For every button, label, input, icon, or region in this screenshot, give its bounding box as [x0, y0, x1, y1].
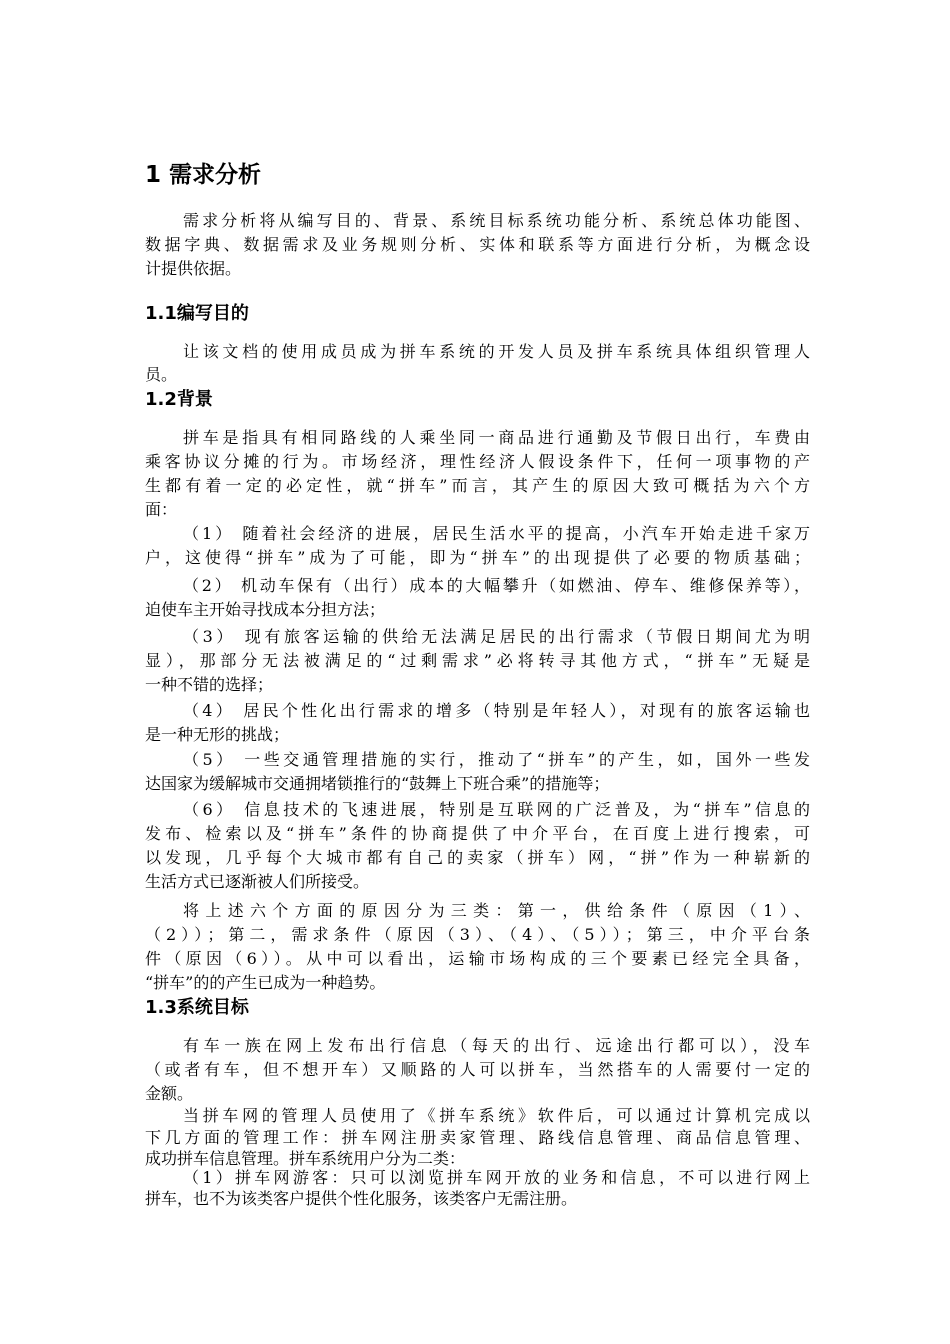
subsection-heading: 1.1编写目的 [145, 303, 249, 324]
list-item-line: 一种不错的选择； [145, 675, 274, 694]
text-line: 拼车，也不为该类客户提供个性化服务，该类客户无需注册。 [145, 1189, 578, 1208]
text-line: （1）拼车网游客：只可以浏览拼车网开放的业务和信息，不可以进行网上 [183, 1168, 810, 1187]
text-line: 让该文档的使用成员成为拼车系统的开发人员及拼车系统具体组织管理人 [183, 342, 810, 361]
list-item-line: （3） 现有旅客运输的供给无法满足居民的出行需求（节假日期间尤为明 [183, 627, 810, 646]
list-item-line: （4） 居民个性化出行需求的增多（特别是年轻人），对现有的旅客运输也 [183, 701, 810, 720]
text-line: 有车一族在网上发布出行信息（每天的出行、远途出行都可以），没车 [183, 1036, 810, 1055]
section-heading: 1 需求分析 [145, 162, 262, 188]
text-line: 计提供依据。 [145, 259, 242, 278]
list-item-line: 生活方式已逐渐被人们所接受。 [145, 872, 370, 891]
text-line: 将上述六个方面的原因分为三类：第一，供给条件（原因（1）、 [183, 901, 810, 920]
list-item-line: 达国家为缓解城市交通拥堵锁推行的“鼓舞上下班合乘”的措施等； [145, 774, 610, 793]
text-line: 金额。 [145, 1084, 194, 1103]
list-item-line: 发布、检索以及“拼车”条件的协商提供了中介平台，在百度上进行搜索，可 [145, 824, 810, 843]
list-item-line: 是一种无形的挑战； [145, 725, 290, 744]
text-line: 成功拼车信息管理。拼车系统用户分为二类： [145, 1149, 466, 1168]
list-item-line: 以发现，几乎每个大城市都有自己的卖家（拼车）网，“拼”作为一种崭新的 [145, 848, 810, 867]
list-item-line: （1） 随着社会经济的进展，居民生活水平的提高，小汽车开始走进千家万 [183, 524, 810, 543]
text-line: 面： [145, 500, 178, 519]
list-item-line: 户，这使得“拼车”成为了可能，即为“拼车”的出现提供了必要的物质基础； [145, 548, 810, 567]
text-line: 数据字典、数据需求及业务规则分析、实体和联系等方面进行分析，为概念设 [145, 235, 810, 254]
text-line: 件（原因（6））。从中可以看出，运输市场构成的三个要素已经完全具备， [145, 949, 810, 968]
text-line: 乘客协议分摊的行为。市场经济，理性经济人假设条件下，任何一项事物的产 [145, 452, 810, 471]
text-line: （2））；第二，需求条件（原因（3）、（4）、（5））；第三，中介平台条 [145, 925, 810, 944]
text-line: 员。 [145, 365, 178, 384]
text-line: （或者有车，但不想开车）又顺路的人可以拼车，当然搭车的人需要付一定的 [145, 1060, 810, 1079]
text-line: 需求分析将从编写目的、背景、系统目标系统功能分析、系统总体功能图、 [183, 211, 810, 230]
subsection-heading: 1.2背景 [145, 389, 213, 410]
text-line: 当拼车网的管理人员使用了《拼车系统》软件后，可以通过计算机完成以 [183, 1106, 810, 1125]
list-item-line: 显），那部分无法被满足的“过剩需求”必将转寻其他方式，“拼车”无疑是 [145, 651, 810, 670]
subsection-heading: 1.3系统目标 [145, 997, 249, 1018]
list-item-line: 迫使车主开始寻找成本分担方法； [145, 600, 386, 619]
text-line: “拼车”的的产生已成为一种趋势。 [145, 973, 386, 992]
list-item-line: （6） 信息技术的飞速进展，特别是互联网的广泛普及，为“拼车”信息的 [183, 800, 810, 819]
text-line: 拼车是指具有相同路线的人乘坐同一商品进行通勤及节假日出行，车费由 [183, 428, 810, 447]
text-line: 下几方面的管理工作：拼车网注册卖家管理、路线信息管理、商品信息管理、 [145, 1128, 810, 1147]
text-line: 生都有着一定的必定性，就“拼车”而言，其产生的原因大致可概括为六个方 [145, 476, 810, 495]
list-item-line: （2） 机动车保有（出行）成本的大幅攀升（如燃油、停车、维修保养等）， [183, 576, 810, 595]
list-item-line: （5） 一些交通管理措施的实行，推动了“拼车”的产生，如，国外一些发 [183, 750, 810, 769]
